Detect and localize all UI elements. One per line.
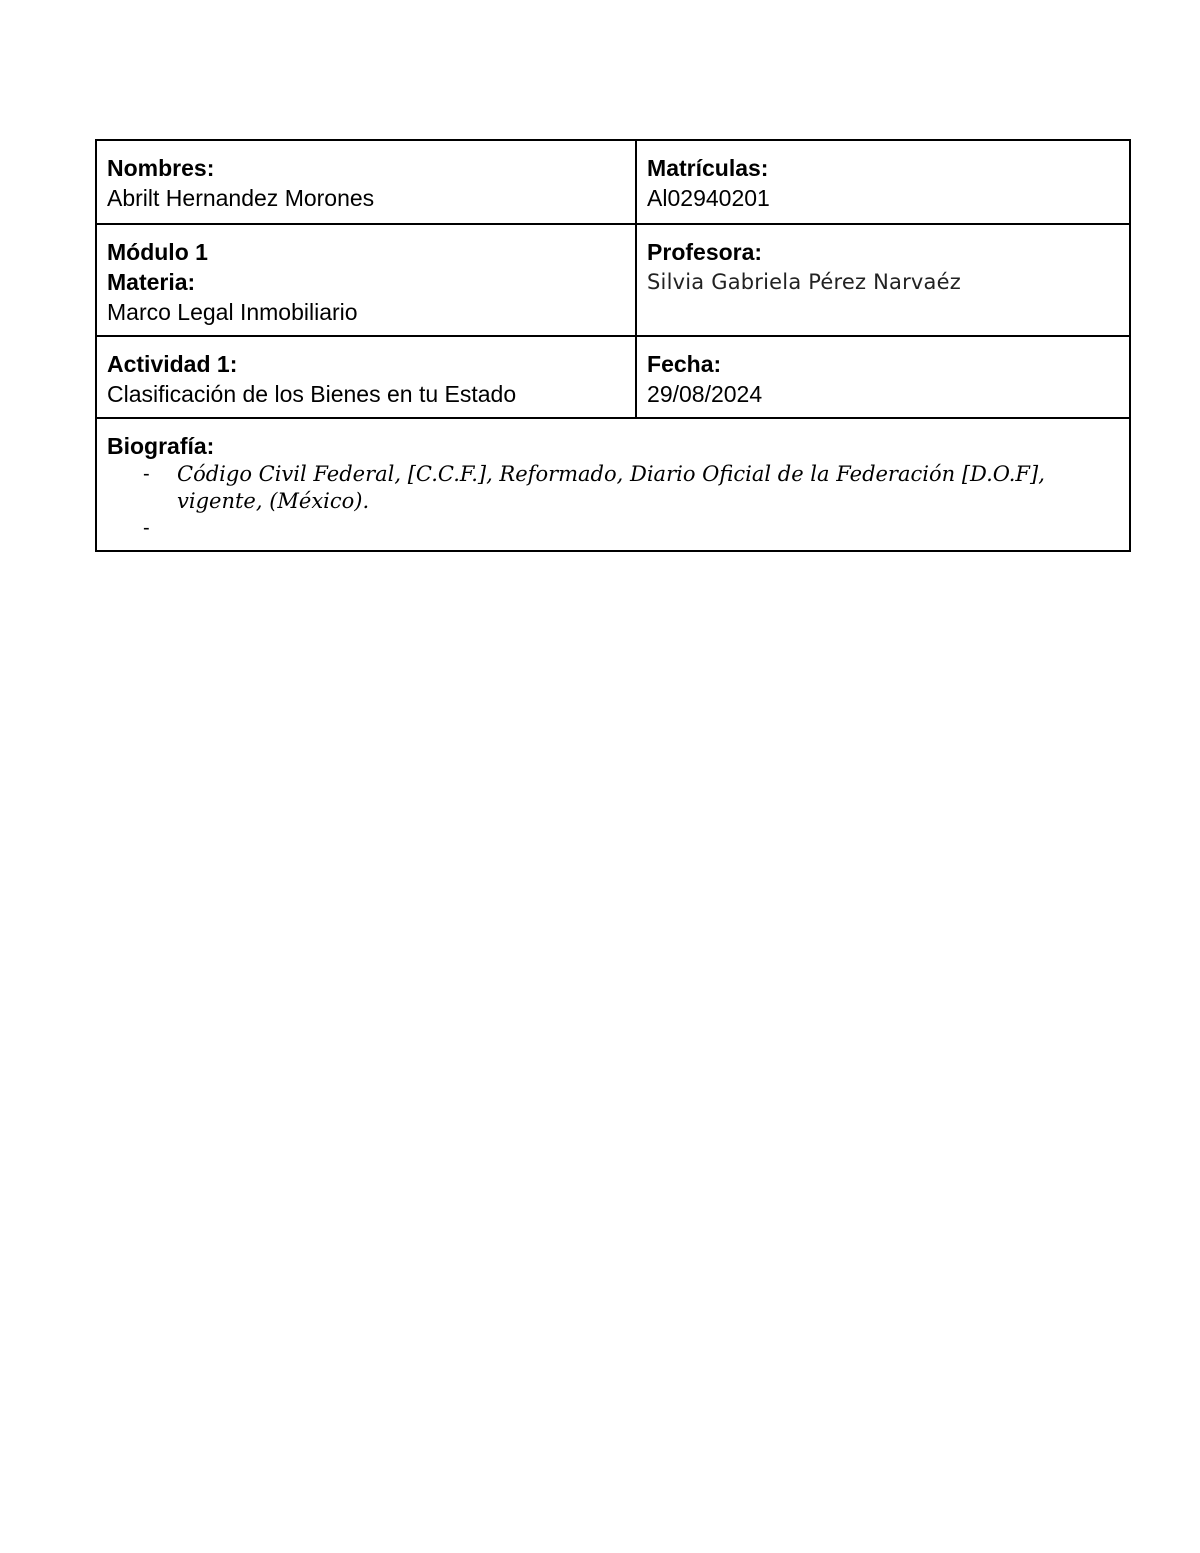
list-item	[107, 515, 1119, 542]
biografia-label: Biografía:	[107, 433, 215, 459]
profesora-label: Profesora:	[647, 239, 763, 265]
matriculas-value: Al02940201	[647, 185, 770, 211]
nombres-value: Abrilt Hernandez Morones	[107, 185, 375, 211]
actividad-label: Actividad 1:	[107, 351, 238, 377]
modulo-label: Módulo 1	[107, 239, 208, 265]
profesora-value: Silvia Gabriela Pérez Narvaéz	[647, 270, 961, 294]
matriculas-label: Matrículas:	[647, 155, 769, 181]
nombres-label: Nombres:	[107, 155, 215, 181]
materia-label: Materia:	[107, 269, 196, 295]
actividad-value: Clasificación de los Bienes en tu Estado	[107, 381, 517, 407]
fecha-label: Fecha:	[647, 351, 722, 377]
fecha-value: 29/08/2024	[647, 381, 763, 407]
info-table	[95, 139, 1131, 552]
fecha-cell	[636, 336, 1130, 418]
table-row	[96, 336, 1130, 418]
table-row	[96, 224, 1130, 336]
biografia-cell	[96, 418, 1130, 551]
table-row	[96, 418, 1130, 551]
bullet-dash: -	[143, 463, 150, 485]
nombres-cell	[96, 140, 636, 224]
bibliography-entry: Código Civil Federal, [C.C.F.], Reformado, Diario Oficial de la Federación [D.O.F], vigente, (México).	[177, 462, 1045, 513]
list-item	[107, 461, 1119, 515]
profesora-cell	[636, 224, 1130, 336]
materia-value: Marco Legal Inmobiliario	[107, 299, 358, 325]
bibliography-list	[107, 461, 1119, 542]
table-row	[96, 140, 1130, 224]
bullet-dash: -	[143, 517, 150, 539]
modulo-cell	[96, 224, 636, 336]
actividad-cell	[96, 336, 636, 418]
matriculas-cell	[636, 140, 1130, 224]
